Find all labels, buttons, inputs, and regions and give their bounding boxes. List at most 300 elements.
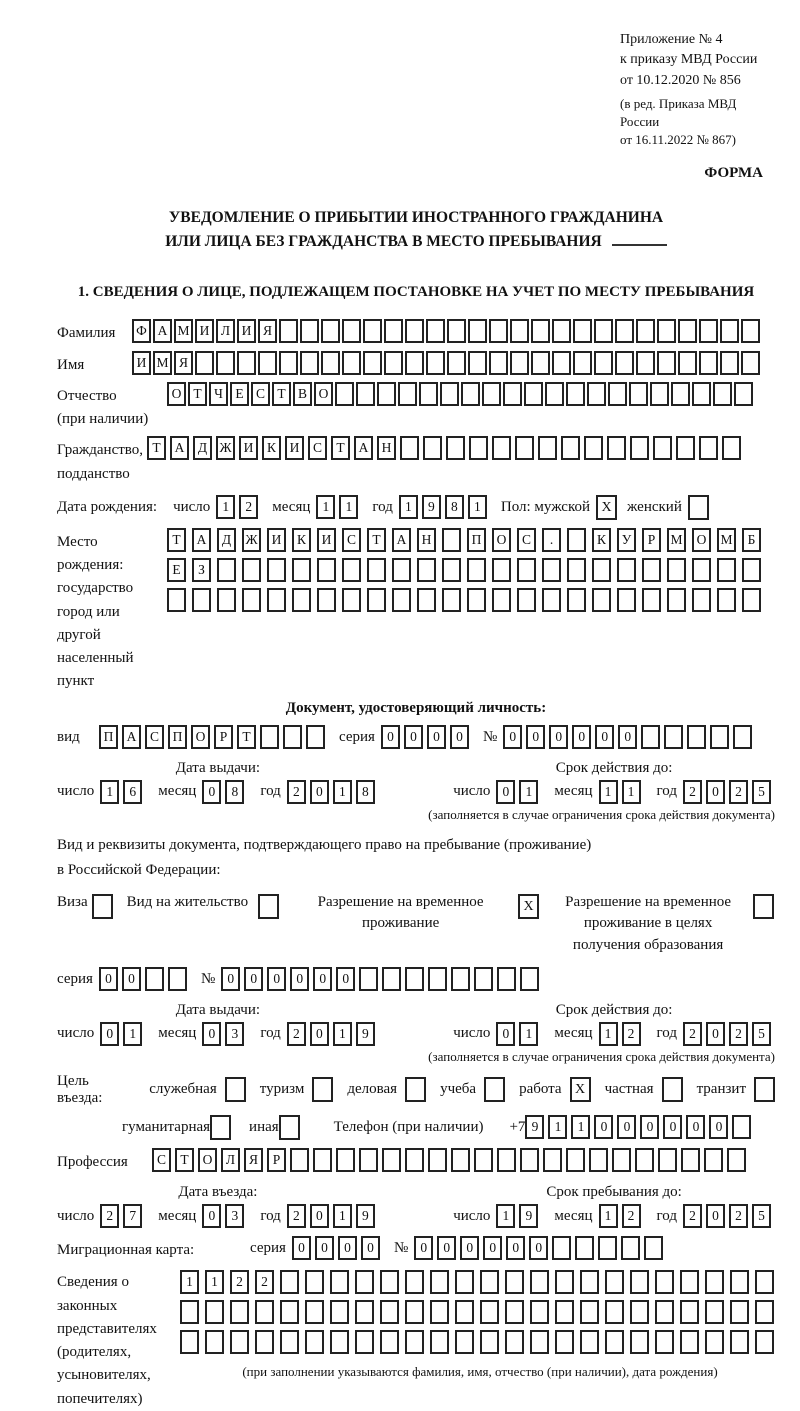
char-cell[interactable] bbox=[380, 1330, 399, 1354]
char-cell[interactable] bbox=[730, 1300, 749, 1324]
char-cell[interactable] bbox=[621, 1236, 640, 1260]
char-cell[interactable]: Т bbox=[272, 382, 291, 406]
char-cell[interactable] bbox=[531, 351, 550, 375]
char-cell[interactable] bbox=[630, 1270, 649, 1294]
char-cell[interactable] bbox=[405, 1270, 424, 1294]
char-cell[interactable]: Ч bbox=[209, 382, 228, 406]
char-cell[interactable]: О bbox=[191, 725, 210, 749]
char-cell[interactable] bbox=[566, 382, 585, 406]
purpose-work-checkbox[interactable]: X bbox=[570, 1077, 591, 1102]
purpose-study-checkbox[interactable] bbox=[484, 1077, 505, 1102]
char-cell[interactable]: С bbox=[517, 528, 536, 552]
char-cell[interactable]: 1 bbox=[333, 1204, 352, 1228]
char-cell[interactable]: И bbox=[195, 319, 214, 343]
char-cell[interactable]: Я bbox=[258, 319, 277, 343]
char-cell[interactable]: 1 bbox=[316, 495, 335, 519]
char-cell[interactable]: 0 bbox=[526, 725, 545, 749]
char-cell[interactable] bbox=[382, 1148, 401, 1172]
char-cell[interactable] bbox=[692, 588, 711, 612]
char-cell[interactable] bbox=[717, 588, 736, 612]
char-cell[interactable] bbox=[687, 725, 706, 749]
char-cell[interactable] bbox=[467, 588, 486, 612]
char-cell[interactable]: 0 bbox=[686, 1115, 705, 1139]
char-cell[interactable] bbox=[658, 1148, 677, 1172]
char-cell[interactable]: И bbox=[285, 436, 304, 460]
char-cell[interactable]: Ж bbox=[216, 436, 235, 460]
char-cell[interactable]: 0 bbox=[292, 1236, 311, 1260]
char-cell[interactable] bbox=[681, 1148, 700, 1172]
char-cell[interactable] bbox=[617, 558, 636, 582]
char-cell[interactable]: 0 bbox=[450, 725, 469, 749]
char-cell[interactable] bbox=[699, 436, 718, 460]
purpose-private-checkbox[interactable] bbox=[662, 1077, 683, 1102]
char-cell[interactable] bbox=[474, 1148, 493, 1172]
char-cell[interactable]: 1 bbox=[333, 780, 352, 804]
char-cell[interactable] bbox=[255, 1330, 274, 1354]
char-cell[interactable]: К bbox=[592, 528, 611, 552]
char-cell[interactable] bbox=[280, 1300, 299, 1324]
char-cell[interactable] bbox=[607, 436, 626, 460]
char-cell[interactable] bbox=[713, 382, 732, 406]
char-cell[interactable]: 0 bbox=[572, 725, 591, 749]
char-cell[interactable] bbox=[455, 1270, 474, 1294]
char-cell[interactable]: 0 bbox=[496, 1022, 515, 1046]
char-cell[interactable]: 0 bbox=[310, 780, 329, 804]
char-cell[interactable]: 9 bbox=[356, 1022, 375, 1046]
char-cell[interactable] bbox=[561, 436, 580, 460]
char-cell[interactable]: 2 bbox=[729, 780, 748, 804]
char-cell[interactable] bbox=[530, 1270, 549, 1294]
char-cell[interactable]: Л bbox=[216, 319, 235, 343]
char-cell[interactable] bbox=[524, 382, 543, 406]
char-cell[interactable] bbox=[630, 1300, 649, 1324]
char-cell[interactable] bbox=[168, 967, 187, 991]
char-cell[interactable]: 5 bbox=[752, 1204, 771, 1228]
char-cell[interactable] bbox=[260, 725, 279, 749]
char-cell[interactable] bbox=[641, 725, 660, 749]
char-cell[interactable]: Е bbox=[167, 558, 186, 582]
char-cell[interactable] bbox=[305, 1270, 324, 1294]
char-cell[interactable]: 1 bbox=[123, 1022, 142, 1046]
char-cell[interactable] bbox=[592, 558, 611, 582]
char-cell[interactable]: С bbox=[308, 436, 327, 460]
title-blank-line[interactable] bbox=[612, 231, 667, 246]
char-cell[interactable] bbox=[594, 319, 613, 343]
char-cell[interactable] bbox=[727, 1148, 746, 1172]
char-cell[interactable]: Д bbox=[217, 528, 236, 552]
char-cell[interactable]: 0 bbox=[99, 967, 118, 991]
char-cell[interactable] bbox=[692, 382, 711, 406]
char-cell[interactable] bbox=[567, 588, 586, 612]
char-cell[interactable]: Е bbox=[230, 382, 249, 406]
char-cell[interactable] bbox=[630, 436, 649, 460]
char-cell[interactable] bbox=[580, 1330, 599, 1354]
char-cell[interactable] bbox=[517, 558, 536, 582]
char-cell[interactable]: 0 bbox=[618, 725, 637, 749]
temp-residence-checkbox[interactable]: X bbox=[518, 894, 539, 919]
purpose-tourism-checkbox[interactable] bbox=[312, 1077, 333, 1102]
char-cell[interactable] bbox=[520, 967, 539, 991]
char-cell[interactable]: 0 bbox=[290, 967, 309, 991]
char-cell[interactable]: 2 bbox=[683, 1022, 702, 1046]
visa-checkbox[interactable] bbox=[92, 894, 113, 919]
char-cell[interactable]: 0 bbox=[640, 1115, 659, 1139]
char-cell[interactable]: И bbox=[132, 351, 151, 375]
char-cell[interactable]: С bbox=[251, 382, 270, 406]
char-cell[interactable] bbox=[566, 1148, 585, 1172]
char-cell[interactable] bbox=[480, 1300, 499, 1324]
char-cell[interactable]: Ж bbox=[242, 528, 261, 552]
char-cell[interactable]: 0 bbox=[336, 967, 355, 991]
char-cell[interactable] bbox=[630, 1330, 649, 1354]
char-cell[interactable]: 0 bbox=[549, 725, 568, 749]
char-cell[interactable] bbox=[377, 382, 396, 406]
char-cell[interactable]: И bbox=[239, 436, 258, 460]
char-cell[interactable] bbox=[380, 1300, 399, 1324]
char-cell[interactable]: Ф bbox=[132, 319, 151, 343]
char-cell[interactable]: 1 bbox=[216, 495, 235, 519]
char-cell[interactable] bbox=[608, 382, 627, 406]
char-cell[interactable] bbox=[667, 558, 686, 582]
gender-male-checkbox[interactable]: X bbox=[596, 495, 617, 520]
char-cell[interactable]: 3 bbox=[225, 1204, 244, 1228]
char-cell[interactable] bbox=[655, 1270, 674, 1294]
temp-residence-education-checkbox[interactable] bbox=[753, 894, 774, 919]
char-cell[interactable] bbox=[480, 1270, 499, 1294]
char-cell[interactable] bbox=[430, 1300, 449, 1324]
char-cell[interactable] bbox=[442, 558, 461, 582]
char-cell[interactable] bbox=[419, 382, 438, 406]
char-cell[interactable]: М bbox=[153, 351, 172, 375]
char-cell[interactable]: 0 bbox=[706, 1204, 725, 1228]
char-cell[interactable] bbox=[283, 725, 302, 749]
char-cell[interactable]: К bbox=[292, 528, 311, 552]
char-cell[interactable]: 0 bbox=[122, 967, 141, 991]
char-cell[interactable] bbox=[489, 319, 508, 343]
char-cell[interactable] bbox=[426, 319, 445, 343]
char-cell[interactable] bbox=[545, 382, 564, 406]
char-cell[interactable]: 0 bbox=[594, 1115, 613, 1139]
char-cell[interactable]: В bbox=[293, 382, 312, 406]
char-cell[interactable]: 0 bbox=[427, 725, 446, 749]
char-cell[interactable]: У bbox=[617, 528, 636, 552]
char-cell[interactable] bbox=[742, 588, 761, 612]
char-cell[interactable] bbox=[573, 319, 592, 343]
char-cell[interactable] bbox=[428, 1148, 447, 1172]
char-cell[interactable]: 2 bbox=[287, 1022, 306, 1046]
char-cell[interactable] bbox=[480, 1330, 499, 1354]
char-cell[interactable]: 2 bbox=[255, 1270, 274, 1294]
char-cell[interactable]: 1 bbox=[496, 1204, 515, 1228]
char-cell[interactable] bbox=[279, 319, 298, 343]
char-cell[interactable]: 0 bbox=[244, 967, 263, 991]
char-cell[interactable]: 0 bbox=[437, 1236, 456, 1260]
char-cell[interactable] bbox=[580, 1300, 599, 1324]
char-cell[interactable] bbox=[730, 1270, 749, 1294]
char-cell[interactable] bbox=[306, 725, 325, 749]
char-cell[interactable] bbox=[636, 319, 655, 343]
char-cell[interactable]: 9 bbox=[356, 1204, 375, 1228]
char-cell[interactable]: 1 bbox=[519, 780, 538, 804]
char-cell[interactable] bbox=[392, 558, 411, 582]
char-cell[interactable] bbox=[594, 351, 613, 375]
char-cell[interactable] bbox=[317, 588, 336, 612]
char-cell[interactable]: Т bbox=[331, 436, 350, 460]
char-cell[interactable]: 2 bbox=[729, 1204, 748, 1228]
char-cell[interactable] bbox=[367, 558, 386, 582]
char-cell[interactable] bbox=[380, 1270, 399, 1294]
char-cell[interactable] bbox=[671, 382, 690, 406]
char-cell[interactable]: 2 bbox=[239, 495, 258, 519]
char-cell[interactable] bbox=[305, 1300, 324, 1324]
purpose-commercial-checkbox[interactable] bbox=[405, 1077, 426, 1102]
char-cell[interactable]: 9 bbox=[519, 1204, 538, 1228]
char-cell[interactable]: 0 bbox=[503, 725, 522, 749]
purpose-humanitarian-checkbox[interactable] bbox=[210, 1115, 231, 1140]
char-cell[interactable]: 0 bbox=[595, 725, 614, 749]
char-cell[interactable]: И bbox=[267, 528, 286, 552]
char-cell[interactable]: Я bbox=[174, 351, 193, 375]
char-cell[interactable] bbox=[755, 1330, 774, 1354]
char-cell[interactable] bbox=[755, 1300, 774, 1324]
char-cell[interactable] bbox=[405, 967, 424, 991]
char-cell[interactable] bbox=[755, 1270, 774, 1294]
char-cell[interactable] bbox=[428, 967, 447, 991]
char-cell[interactable] bbox=[216, 351, 235, 375]
char-cell[interactable] bbox=[680, 1270, 699, 1294]
char-cell[interactable] bbox=[704, 1148, 723, 1172]
char-cell[interactable] bbox=[584, 436, 603, 460]
char-cell[interactable]: П bbox=[467, 528, 486, 552]
char-cell[interactable]: 0 bbox=[310, 1022, 329, 1046]
char-cell[interactable] bbox=[384, 351, 403, 375]
char-cell[interactable] bbox=[355, 1330, 374, 1354]
purpose-other-checkbox[interactable] bbox=[279, 1115, 300, 1140]
char-cell[interactable] bbox=[446, 436, 465, 460]
char-cell[interactable] bbox=[317, 558, 336, 582]
char-cell[interactable]: А bbox=[392, 528, 411, 552]
char-cell[interactable] bbox=[230, 1330, 249, 1354]
char-cell[interactable] bbox=[255, 1300, 274, 1324]
char-cell[interactable] bbox=[292, 558, 311, 582]
char-cell[interactable] bbox=[655, 1330, 674, 1354]
char-cell[interactable] bbox=[342, 319, 361, 343]
char-cell[interactable]: 2 bbox=[683, 1204, 702, 1228]
char-cell[interactable] bbox=[497, 967, 516, 991]
char-cell[interactable]: 1 bbox=[599, 780, 618, 804]
char-cell[interactable] bbox=[363, 319, 382, 343]
char-cell[interactable]: Я bbox=[244, 1148, 263, 1172]
char-cell[interactable]: 1 bbox=[468, 495, 487, 519]
char-cell[interactable]: 0 bbox=[202, 780, 221, 804]
char-cell[interactable] bbox=[367, 588, 386, 612]
char-cell[interactable] bbox=[542, 588, 561, 612]
char-cell[interactable]: 8 bbox=[225, 780, 244, 804]
char-cell[interactable]: Т bbox=[188, 382, 207, 406]
char-cell[interactable] bbox=[455, 1330, 474, 1354]
char-cell[interactable] bbox=[552, 351, 571, 375]
char-cell[interactable] bbox=[573, 351, 592, 375]
char-cell[interactable] bbox=[292, 588, 311, 612]
char-cell[interactable]: 3 bbox=[225, 1022, 244, 1046]
char-cell[interactable] bbox=[680, 1330, 699, 1354]
char-cell[interactable] bbox=[342, 558, 361, 582]
char-cell[interactable] bbox=[330, 1300, 349, 1324]
char-cell[interactable]: 2 bbox=[729, 1022, 748, 1046]
char-cell[interactable] bbox=[492, 558, 511, 582]
char-cell[interactable]: З bbox=[192, 558, 211, 582]
char-cell[interactable]: 8 bbox=[356, 780, 375, 804]
char-cell[interactable]: 9 bbox=[422, 495, 441, 519]
char-cell[interactable]: Т bbox=[167, 528, 186, 552]
char-cell[interactable] bbox=[300, 319, 319, 343]
char-cell[interactable]: А bbox=[122, 725, 141, 749]
char-cell[interactable]: 0 bbox=[483, 1236, 502, 1260]
char-cell[interactable]: 0 bbox=[617, 1115, 636, 1139]
char-cell[interactable] bbox=[417, 588, 436, 612]
char-cell[interactable] bbox=[258, 351, 277, 375]
char-cell[interactable] bbox=[267, 588, 286, 612]
char-cell[interactable] bbox=[592, 588, 611, 612]
char-cell[interactable] bbox=[580, 1270, 599, 1294]
char-cell[interactable] bbox=[405, 1330, 424, 1354]
purpose-transit-checkbox[interactable] bbox=[754, 1077, 775, 1102]
char-cell[interactable] bbox=[530, 1330, 549, 1354]
char-cell[interactable] bbox=[699, 319, 718, 343]
char-cell[interactable] bbox=[359, 967, 378, 991]
char-cell[interactable]: 2 bbox=[287, 1204, 306, 1228]
char-cell[interactable] bbox=[382, 967, 401, 991]
char-cell[interactable]: Д bbox=[193, 436, 212, 460]
char-cell[interactable] bbox=[552, 319, 571, 343]
char-cell[interactable]: 1 bbox=[100, 780, 119, 804]
char-cell[interactable] bbox=[598, 1236, 617, 1260]
char-cell[interactable] bbox=[742, 558, 761, 582]
char-cell[interactable] bbox=[741, 351, 760, 375]
char-cell[interactable] bbox=[474, 967, 493, 991]
char-cell[interactable] bbox=[305, 1330, 324, 1354]
char-cell[interactable]: К bbox=[262, 436, 281, 460]
char-cell[interactable] bbox=[335, 382, 354, 406]
char-cell[interactable] bbox=[555, 1330, 574, 1354]
char-cell[interactable]: 0 bbox=[100, 1022, 119, 1046]
char-cell[interactable]: 0 bbox=[338, 1236, 357, 1260]
char-cell[interactable]: 5 bbox=[752, 780, 771, 804]
char-cell[interactable] bbox=[359, 1148, 378, 1172]
char-cell[interactable] bbox=[400, 436, 419, 460]
char-cell[interactable]: 1 bbox=[333, 1022, 352, 1046]
char-cell[interactable] bbox=[330, 1330, 349, 1354]
char-cell[interactable] bbox=[503, 382, 522, 406]
char-cell[interactable]: Н bbox=[377, 436, 396, 460]
char-cell[interactable] bbox=[398, 382, 417, 406]
char-cell[interactable]: Р bbox=[642, 528, 661, 552]
char-cell[interactable] bbox=[676, 436, 695, 460]
char-cell[interactable] bbox=[678, 319, 697, 343]
residence-permit-checkbox[interactable] bbox=[258, 894, 279, 919]
char-cell[interactable]: А bbox=[354, 436, 373, 460]
char-cell[interactable]: Н bbox=[417, 528, 436, 552]
char-cell[interactable]: 0 bbox=[460, 1236, 479, 1260]
char-cell[interactable]: 7 bbox=[123, 1204, 142, 1228]
char-cell[interactable] bbox=[705, 1330, 724, 1354]
char-cell[interactable] bbox=[482, 382, 501, 406]
char-cell[interactable]: 1 bbox=[599, 1204, 618, 1228]
char-cell[interactable]: 0 bbox=[202, 1204, 221, 1228]
char-cell[interactable] bbox=[192, 588, 211, 612]
char-cell[interactable] bbox=[650, 382, 669, 406]
char-cell[interactable]: 0 bbox=[496, 780, 515, 804]
char-cell[interactable]: Р bbox=[214, 725, 233, 749]
char-cell[interactable] bbox=[300, 351, 319, 375]
char-cell[interactable] bbox=[461, 382, 480, 406]
char-cell[interactable] bbox=[492, 436, 511, 460]
char-cell[interactable] bbox=[237, 351, 256, 375]
char-cell[interactable]: А bbox=[153, 319, 172, 343]
char-cell[interactable]: 1 bbox=[571, 1115, 590, 1139]
char-cell[interactable] bbox=[587, 382, 606, 406]
char-cell[interactable] bbox=[430, 1330, 449, 1354]
char-cell[interactable] bbox=[392, 588, 411, 612]
char-cell[interactable] bbox=[342, 351, 361, 375]
char-cell[interactable] bbox=[655, 1300, 674, 1324]
char-cell[interactable] bbox=[615, 319, 634, 343]
char-cell[interactable] bbox=[733, 725, 752, 749]
char-cell[interactable] bbox=[468, 319, 487, 343]
char-cell[interactable] bbox=[741, 319, 760, 343]
char-cell[interactable]: Р bbox=[267, 1148, 286, 1172]
char-cell[interactable] bbox=[242, 588, 261, 612]
char-cell[interactable] bbox=[642, 558, 661, 582]
char-cell[interactable] bbox=[217, 588, 236, 612]
char-cell[interactable]: О bbox=[692, 528, 711, 552]
char-cell[interactable]: 1 bbox=[180, 1270, 199, 1294]
char-cell[interactable] bbox=[447, 319, 466, 343]
char-cell[interactable]: А bbox=[170, 436, 189, 460]
char-cell[interactable]: 1 bbox=[622, 780, 641, 804]
char-cell[interactable] bbox=[442, 588, 461, 612]
char-cell[interactable] bbox=[280, 1270, 299, 1294]
char-cell[interactable] bbox=[734, 382, 753, 406]
char-cell[interactable] bbox=[505, 1270, 524, 1294]
char-cell[interactable]: 0 bbox=[221, 967, 240, 991]
char-cell[interactable] bbox=[440, 382, 459, 406]
char-cell[interactable] bbox=[426, 351, 445, 375]
char-cell[interactable] bbox=[492, 588, 511, 612]
char-cell[interactable] bbox=[642, 588, 661, 612]
char-cell[interactable]: 0 bbox=[663, 1115, 682, 1139]
char-cell[interactable]: 0 bbox=[381, 725, 400, 749]
char-cell[interactable]: И bbox=[317, 528, 336, 552]
char-cell[interactable]: 2 bbox=[100, 1204, 119, 1228]
char-cell[interactable]: Л bbox=[221, 1148, 240, 1172]
char-cell[interactable] bbox=[717, 558, 736, 582]
char-cell[interactable] bbox=[555, 1300, 574, 1324]
char-cell[interactable] bbox=[195, 351, 214, 375]
char-cell[interactable]: И bbox=[237, 319, 256, 343]
char-cell[interactable] bbox=[336, 1148, 355, 1172]
char-cell[interactable] bbox=[555, 1270, 574, 1294]
char-cell[interactable] bbox=[384, 319, 403, 343]
char-cell[interactable] bbox=[589, 1148, 608, 1172]
char-cell[interactable] bbox=[605, 1270, 624, 1294]
char-cell[interactable] bbox=[145, 967, 164, 991]
char-cell[interactable] bbox=[705, 1300, 724, 1324]
char-cell[interactable] bbox=[567, 558, 586, 582]
char-cell[interactable] bbox=[497, 1148, 516, 1172]
char-cell[interactable] bbox=[423, 436, 442, 460]
char-cell[interactable] bbox=[279, 351, 298, 375]
